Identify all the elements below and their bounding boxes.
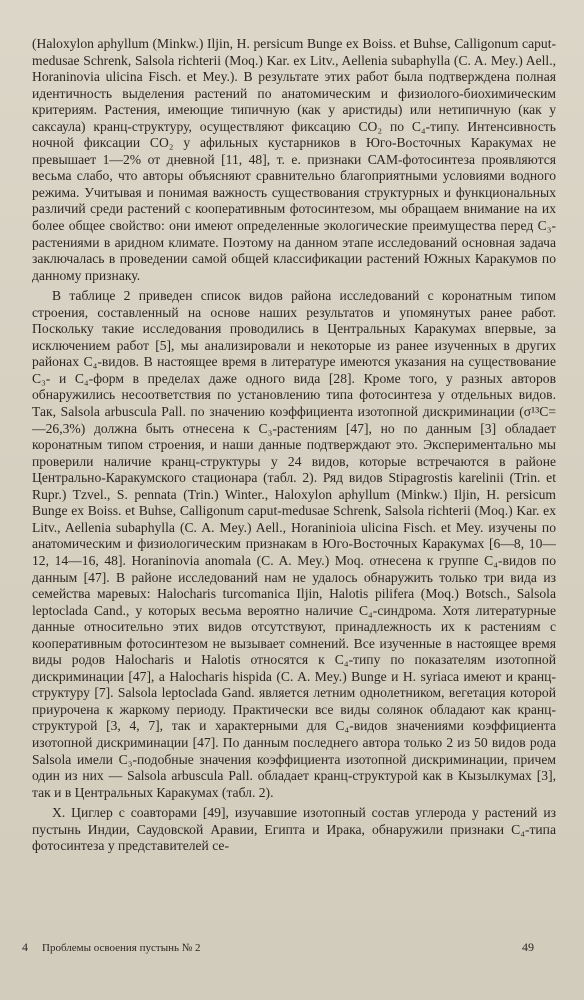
- paragraph-2: В таблице 2 приведен список видов района исследований с коронатным типом строения, составленный на основе наших результатов и упомянутых ранее работ. Поскольку такие исследования проводились в Центральных Каракумах впервые, за исключением работ [5], мы анализировали и некоторые из ранее изученных в других районах C₄-видов. В настоящее время в литературе имеются указания на существование C₃- и C₄-форм в пределах даже одного вида [28]. Кроме того, у разных авторов обнаружились несоответствия по установлению типа фотосинтеза у отдельных видов. Так, Salsola arbuscula Pall. по значению коэффициента изотопной дискриминации (σ¹³C=—26,3%) должна быть отнесена к C₃-растениям [47], но по данным [3] обладает коронатным типом строения, и наши данные подтверждают это. Экспериментально мы проверили наличие кранц-структуры у 24 видов, которые встречаются в районе Центрально-Каракумского стационара (табл. 2). Ряд видов Stipagrostis karelinii (Trin. et Rupr.) Tzvel., S. pennata (Trin.) Winter., Haloxylon aphyllum (Minkw.) Iljin, H. persicum Bunge ex Boiss. et Buhse, Calligonum caput-medusae Schrenk, Salsola richterii (Moq.) Kar. ex Litv., Aellenia subaphylla (C. A. Mey.) Aell., Horaninioia ulicina Fisch. et Mey. изучены по анатомическим и физиологическим признакам в Юго-Восточных Каракумах [6—8, 10—12, 14—16, 48]. Horaninovia anomala (C. A. Mey.) Moq. отнесена к группе C₄-видов по данным [47]. В районе исследований нам не удалось обнаружить только три вида из семейства маревых: Halocharis turcomanica Iljin, Halotis pilifera (Moq.) Botsch., Salsola leptoclada Cand., у которых весьма вероятно наличие C₄-синдрома. Хотя литературные данные относительно этих видов отсутствуют, принадлежность их к растениям с кооперативным фотосинтезом не вызывает сомнений. Все изученные в настоящее время виды родов Halocharis и Halotis относятся к C₄-типу по показателям изотопной дискриминации [47], а Halocharis hispida (C. A. Mey.) Bunge и H. syriaca имеют и кранц-структуру [7]. Salsola leptoclada Gand. является летним однолетником, вегетация которой приурочена к жаркому периоду. Практически все виды солянок обладают как кранц-структурой [3, 4, 7], так и характерными для C₄-видов значениями коэффициента изотопной дискриминации [47]. По данным последнего автора только 2 из 50 видов рода Salsola имели C₃-подобные значения коэффициента изотопной дискриминации, причем один из них — Salsola arbuscula Pall. обладает кранц-структурой как в Кызылкумах [3], так и в Центральных Каракумах (табл. 2).: [32, 288, 556, 800]
- journal-title: Проблемы освоения пустынь № 2: [42, 942, 201, 954]
- signature-number: 4: [22, 940, 28, 954]
- page-footer: [22, 940, 534, 955]
- paragraph-3: Х. Циглер с соавторами [49], изучавшие изотопный состав углерода у растений из пустынь Индии, Саудовской Аравии, Египта и Ирака, обнаружили признаки C₄-типа фотосинтеза у представителей се-: [32, 805, 556, 854]
- page-number: 49: [522, 940, 534, 954]
- paragraph-1: (Haloxylon aphyllum (Minkw.) Iljin, H. persicum Bunge ex Boiss. et Buhse, Calligonum caput-medusae Schrenk, Salsola richterii (Moq.) Kar. ex Litv., Aellenia subaphylla (C. A. Mey.) Aell., Horaninovia ulicina Fisch. et Mey.). В результате этих работ была подтверждена полная идентичность выделения растений по анатомическим и физиолого-биохимическим критериям. Растения, имеющие типичную (как у аристиды) или нетипичную (как у саксаула) кранц-структуру, осуществляют фиксацию CO₂ по C₄-типу. Интенсивность ночной фиксации CO₂ у афильных кустарников в Юго-Восточных Каракумах не превышает 1—2% от дневной [11, 48], т. е. признаки САМ-фотосинтеза проявляются весьма слабо, что авторы объясняют сравнительно благоприятными условиями водного режима. Учитывая и понимая важность существования структурных и функциональных различий среди растений с кооперативным фотосинтезом, мы обращаем внимание на их более общее свойство: они имеют определенные экологические преимущества перед C₃-растениями в аридном климате. Поэтому на данном этапе исследований основная задача заключалась в проведении самой общей классификации растений Южных Каракумов по данному признаку.: [32, 36, 556, 283]
